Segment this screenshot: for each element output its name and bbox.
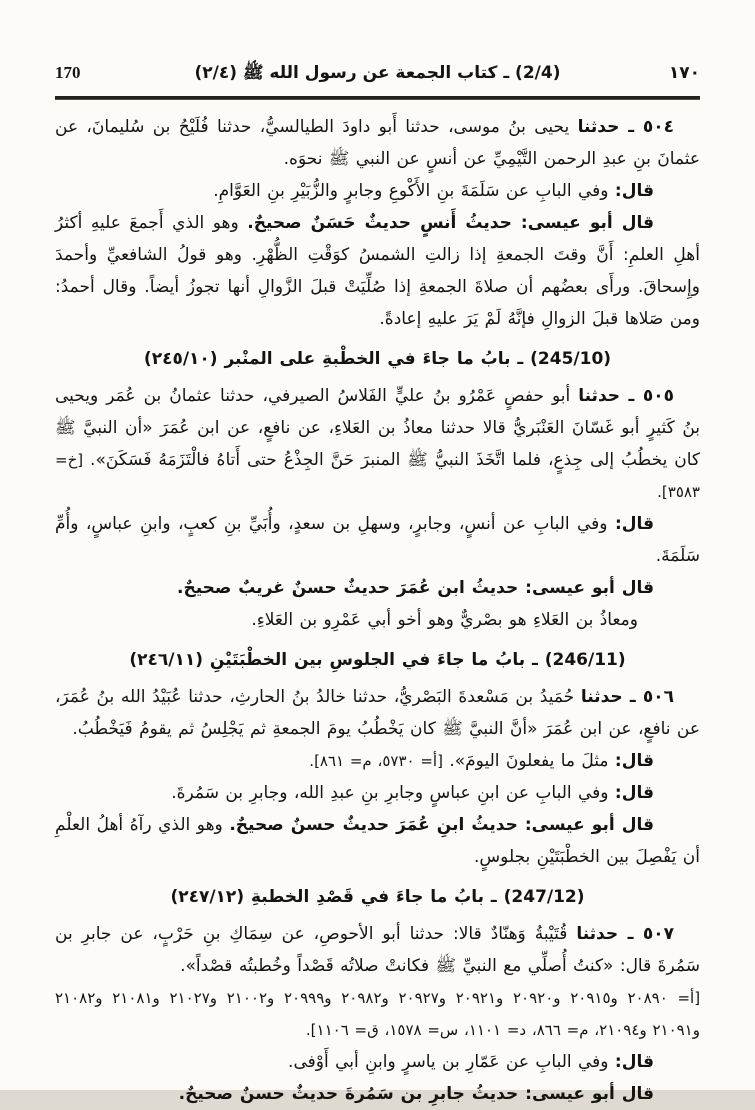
bold-lead: قال: [614, 783, 654, 803]
text-run: مثلَ ما يفعلونَ اليومَ». [449, 751, 609, 771]
chapter-heading-246 [55, 644, 700, 676]
text-run: وهو الذي رآهُ أهلُ العلْمِ أن يَفْصِلَ بين الخطْبَتَيْنِ بجلوسٍ. [55, 815, 700, 867]
bold-lead: قال أبو عيسى: حديثُ أَنسٍ حديثٌ حَسَنٌ صحيحٌ. [247, 213, 655, 233]
hadith-number-lead: ٥٠٥ ـ حدثنا [578, 386, 675, 406]
bold-lead: قال: [614, 181, 654, 201]
takhrij-reference: [أ= ٥٧٣٠، م= ٨٦١]. [309, 752, 443, 770]
hadith-506-paragraph [55, 681, 700, 745]
hadith-505-paragraph [55, 380, 700, 508]
hadith-number-lead: ٥٠٧ ـ حدثنا [576, 924, 674, 944]
grading-505 [55, 572, 700, 604]
text-run: يحيى بنُ موسى، حدثنا أَبو داودَ الطيالسيُّ، حدثنا فُلَيْحُ بن سُليمانَ، عن عثمانَ بنِ عبدِ الرحمن التَّيْمِيِّ عن أنسٍ عن النبي ﷺ نحوَه. [55, 117, 700, 169]
page-number-arabic: ١٧٠ [668, 63, 700, 83]
bold-lead: قال: [614, 514, 655, 534]
bold-lead: قال أبو عيسى: حديثُ جابرِ بن سَمُرةَ حديثٌ حسنٌ صحيحٌ. [178, 1084, 654, 1104]
book-section-title: (2/4) ـ كتاب الجمعة عن رسول الله ﷺ (٢/٤) [194, 63, 561, 83]
page-number-western: 170 [55, 63, 81, 82]
fil-bab-note-505 [55, 508, 700, 572]
hadith-507-paragraph [55, 918, 700, 982]
page-content [55, 100, 700, 1110]
bold-lead: قال أبو عيسى: حديثُ ابن عُمَرَ حديثٌ حسنٌ غريبٌ صحيحٌ. [177, 578, 654, 598]
hadith-504-paragraph [55, 111, 700, 175]
chapter-heading-245 [55, 343, 700, 375]
fil-bab-note-504 [55, 175, 700, 207]
bold-lead: قال: [614, 1052, 654, 1072]
text-run: ومعاذُ بن العَلاءِ هو بصْريٌّ وهو أخو أبي عَمْرِو بن العَلاءِ. [251, 610, 638, 630]
text-run: وفي البابِ عن عَمّارِ بن ياسرٍ وابنِ أبي أَوْفى. [288, 1052, 609, 1072]
fil-bab-note-506 [55, 777, 700, 809]
text-run: [أ= ٢٠٨٩٠ و٢٠٩١٥ و٢٠٩٢٠ و٢٠٩٢١ و٢٠٩٢٧ و٢٠٩٨٢ و٢٠٩٩٩ و٢١٠٠٢ و٢١٠٢٧ و٢١٠٨١ و٢١٠٨٢ و٢١٠٩١ و٢١٠٩٤، م= ٨٦٦، د= ١١٠١، س= ١٥٧٨، ق= ١١٠٦]. [55, 989, 701, 1039]
grading-506 [55, 809, 700, 873]
text-run: وفي البابِ عن ابنِ عباسٍ وجابرِ بنِ عبدِ الله، وجابرِ بن سَمُرةَ. [171, 783, 609, 803]
text-run: وهو الذي أَجمعَ عليهِ أكثرُ أهلِ العلمِ: أَنَّ وقتَ الجمعةِ إذا زالتِ الشمسُ كوَقْتِ الظُّهْرِ. وهو قولُ الشافعيِّ وأحمدَ وإِسحاقَ. ورأَى بعضُهم أن صلاةَ الجمعةِ إذا صُلِّيَتْ قبلَ الزَّوالِ أنها تجوزُ أيضاً. وقال أحمدُ: ومن صَلاها قبلَ الزوالِ فإنَّهُ لَمْ يَرَ عليهِ إعادةً. [55, 213, 700, 329]
hadith-506-continuation [55, 745, 700, 777]
bold-lead: قال أبو عيسى: حديثُ ابنِ عُمَرَ حديثٌ حسنٌ صحيحٌ. [229, 815, 654, 835]
fil-bab-note-507 [55, 1046, 700, 1078]
narrator-note-505 [55, 604, 700, 636]
text-run: (246/11) ـ بابُ ما جاءَ في الجلوسِ بين الخطْبَتَيْنِ (٢٤٦/١١) [129, 650, 626, 670]
text-run: وفي البابِ عن سَلَمَةَ بنِ الأَكْوعِ وجابرٍ والزُّبَيْرِ بنِ العَوَّامِ. [213, 181, 609, 201]
grading-504 [55, 207, 700, 335]
takhrij-reference: [خ= ٣٥٨٣]. [55, 451, 700, 501]
grading-507 [55, 1078, 700, 1110]
page-header [55, 62, 700, 87]
chapter-heading-247 [55, 881, 700, 913]
text-run: وفي البابِ عن أنسٍ، وجابرٍ، وسهلِ بن سعدٍ، وأُبَيِّ بنِ كعبٍ، وابنِ عباسٍ، وأُمِّ سَلَمَةَ. [55, 514, 700, 566]
text-run: قُتَيْبةُ وَهنّادٌ قالا: حدثنا أبو الأحوصِ، عن سِمَاكِ بنِ حَرْبٍ، عن جابرِ بن سَمُرةَ قال: «كنتُ أُصلِّي مع النبيِّ ﷺ فكانتْ صلاتُه قَصْداً وخُطبتُه قصْداً». [55, 924, 700, 976]
text-run: أبو حفصٍ عَمْرُو بنُ عليٍّ الفَلاسُ الصيرفي، حدثنا عثمانُ بن عُمَر ويحيى بنُ كَثيرٍ أبو غَسّانَ العَنْبَريُّ قالا حدثنا معاذُ بن العَلاءِ، عن نافعٍ، عن ابن عُمَرَ «أن النبيَّ ﷺ كان يخطُبُ إلى جِذعٍ، فلما اتَّخَذَ النبيُّ ﷺ المنبرَ حَنَّ الجِذْعُ حتى أَتاهُ فالْتَزَمَهُ فَسَكَنَ». [55, 386, 701, 470]
text-run: حُمَيدُ بن مَسْعدةَ البَصْريُّ، حدثنا خالدُ بنُ الحارثِ، حدثنا عُبَيْدُ الله بنُ عُمَرَ، عن نافعٍ، عن ابن عُمَرَ «أنَّ النبيَّ ﷺ كان يَخْطُبُ يومَ الجمعةِ ثم يَجْلِسُ ثم يقومُ فَيَخْطُبُ. [55, 687, 700, 739]
text-run: (245/10) ـ بابُ ما جاءَ في الخطْبةِ على المنْبر (٢٤٥/١٠) [143, 349, 612, 369]
text-run: (247/12) ـ بابُ ما جاءَ في قَصْدِ الخطبةِ (٢٤٧/١٢) [170, 887, 585, 907]
hadith-number-lead: ٥٠٦ ـ حدثنا [580, 687, 674, 707]
bold-lead: قال: [614, 751, 654, 771]
hadith-number-lead: ٥٠٤ ـ حدثنا [577, 117, 674, 137]
takhrij-references-507 [55, 982, 700, 1046]
